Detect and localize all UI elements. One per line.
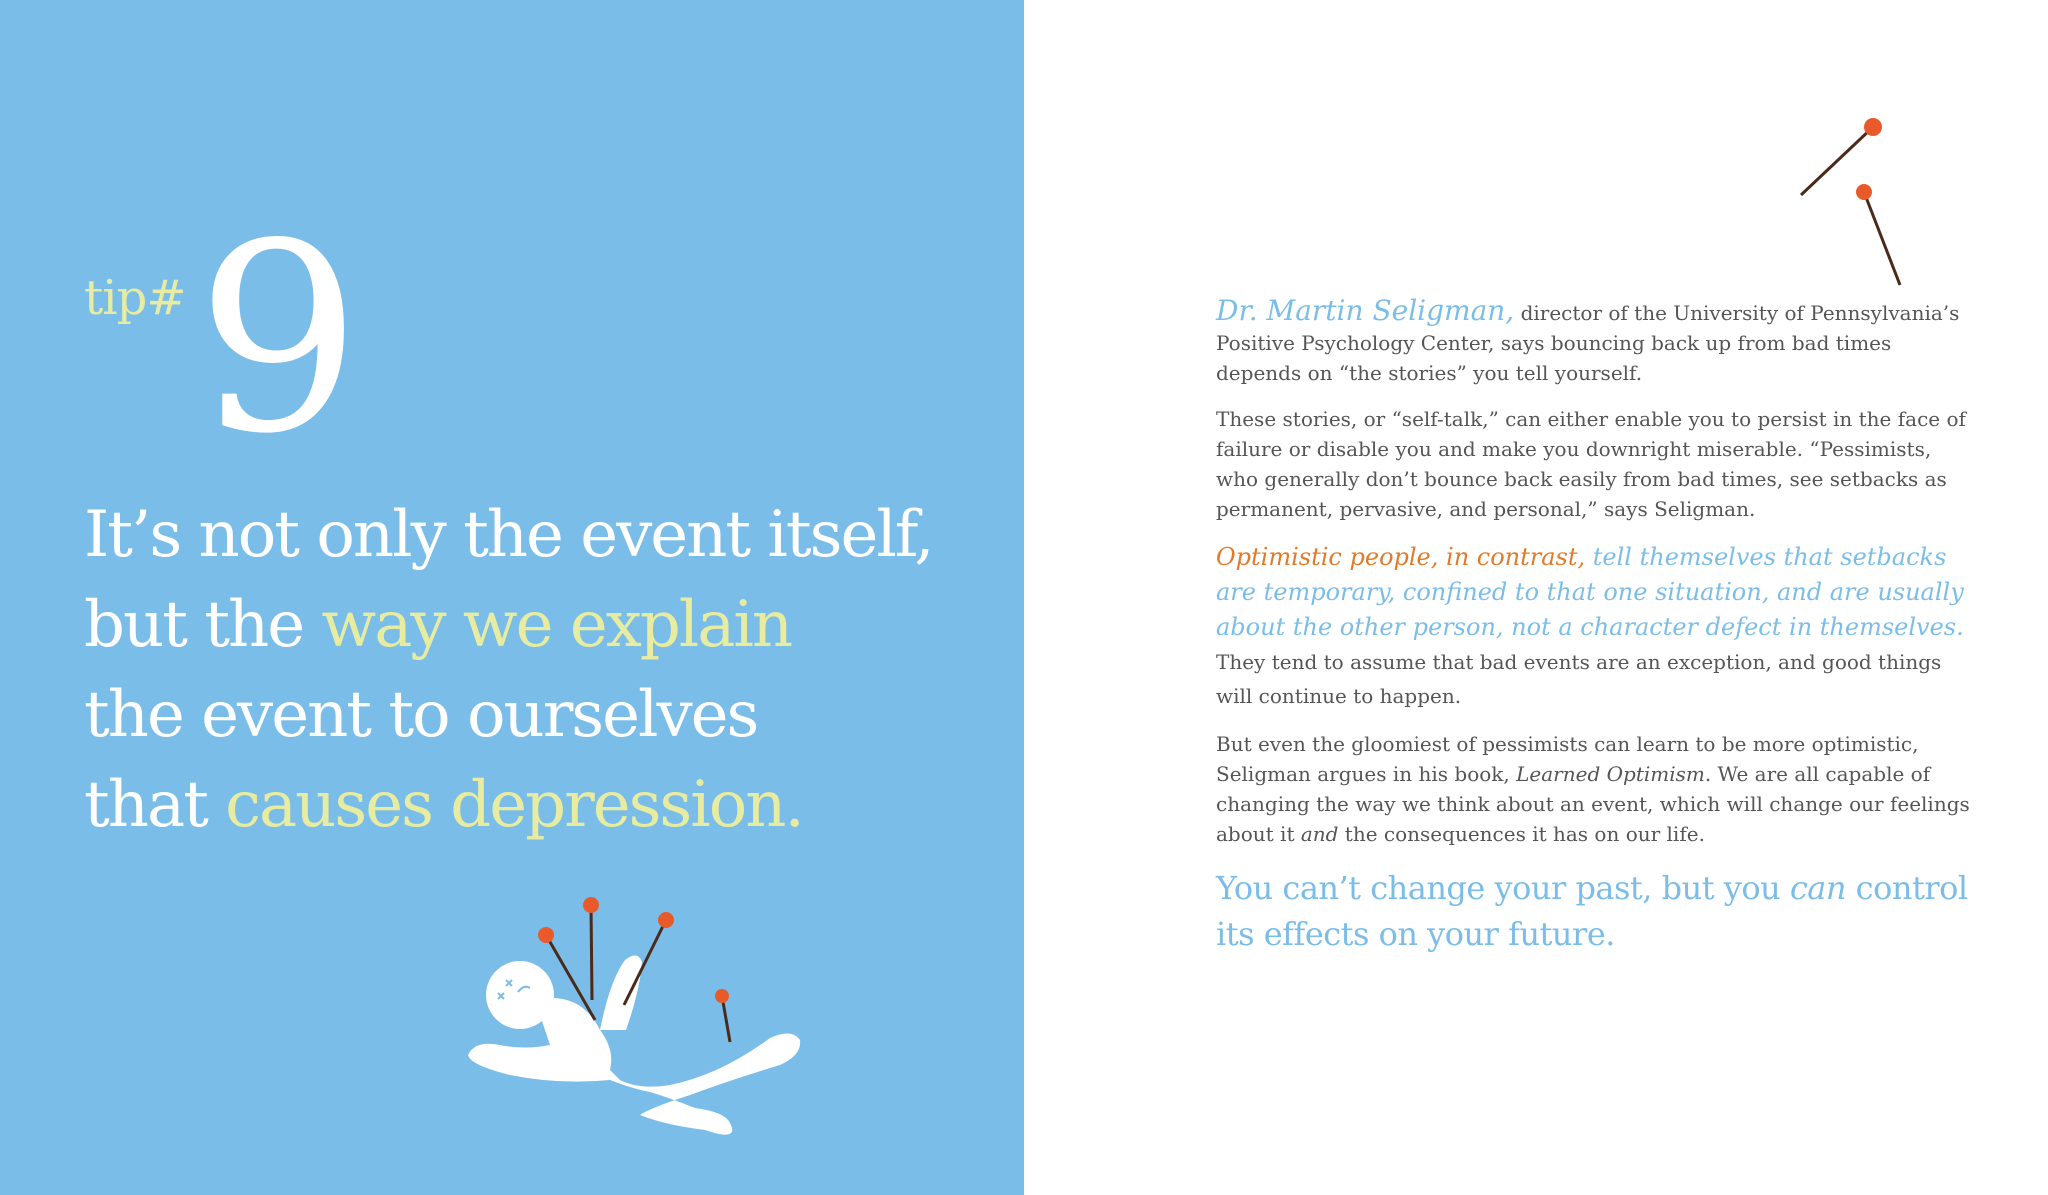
paragraph-1-text: director of the University of Pennsylvania’s Positive Psychology Center, says bouncing back up from bad times depends on “the stories” you tell yourself.	[1216, 301, 1960, 385]
headline-line-4	[84, 760, 1004, 850]
paragraph-3-highlight: tell themselves that setbacks are temporary, confined to that one situation, and are usually about the other person, not a character defect in themselves.	[1216, 543, 1964, 641]
pull-quote-emphasis: can	[1789, 869, 1846, 907]
tip-label: tip#	[84, 270, 186, 326]
voodoo-doll-icon	[440, 880, 840, 1140]
author-name: Dr. Martin Seligman,	[1216, 294, 1515, 327]
pull-quote-text-b: control its effects on your future.	[1216, 869, 1968, 953]
body-text	[1216, 296, 1976, 957]
headline-highlight-depression: causes depression.	[225, 768, 803, 842]
paragraph-4-emphasis: and	[1300, 822, 1339, 846]
headline-line-2	[84, 580, 1004, 670]
paragraph-1	[1216, 296, 1976, 388]
headline-line-2-text: but the	[84, 588, 322, 662]
headline-line-4-text: that	[84, 768, 226, 842]
book-title: Learned Optimism	[1516, 762, 1705, 786]
paragraph-3-lead: Optimistic people, in contrast,	[1216, 543, 1586, 571]
pull-quote-text-a: You can’t change your past, but you	[1216, 869, 1790, 907]
headline-line-1: It’s not only the event itself,	[84, 498, 933, 572]
headline-highlight-explain: way we explain	[321, 588, 792, 662]
headline	[84, 490, 1004, 850]
paragraph-3-text: They tend to assume that bad events are an exception, and good things will continue to happen.	[1216, 650, 1942, 708]
paragraph-2: These stories, or “self-talk,” can either enable you to persist in the face of failure or disable you and make you downright miserable. “Pessimists, who generally don’t bounce back easily from bad times, see setbacks as permanent, pervasive, and personal,” says Seligman.	[1216, 407, 1966, 521]
headline-line-3: the event to ourselves	[84, 678, 758, 752]
paragraph-4-text-c: the consequences it has on our life.	[1338, 822, 1705, 846]
pins-icon	[1780, 100, 1920, 300]
paragraph-4-text-b: . We are all capable of changing the way we think about an event, which will change our feelings about it	[1216, 762, 1970, 846]
paragraph-3	[1216, 540, 1976, 713]
paragraph-4-text-a: But even the gloomiest of pessimists can learn to be more optimistic, Seligman argues in his book,	[1216, 732, 1919, 786]
paragraph-4	[1216, 729, 1976, 849]
pull-quote	[1216, 865, 1976, 957]
tip-number: 9	[196, 189, 362, 491]
